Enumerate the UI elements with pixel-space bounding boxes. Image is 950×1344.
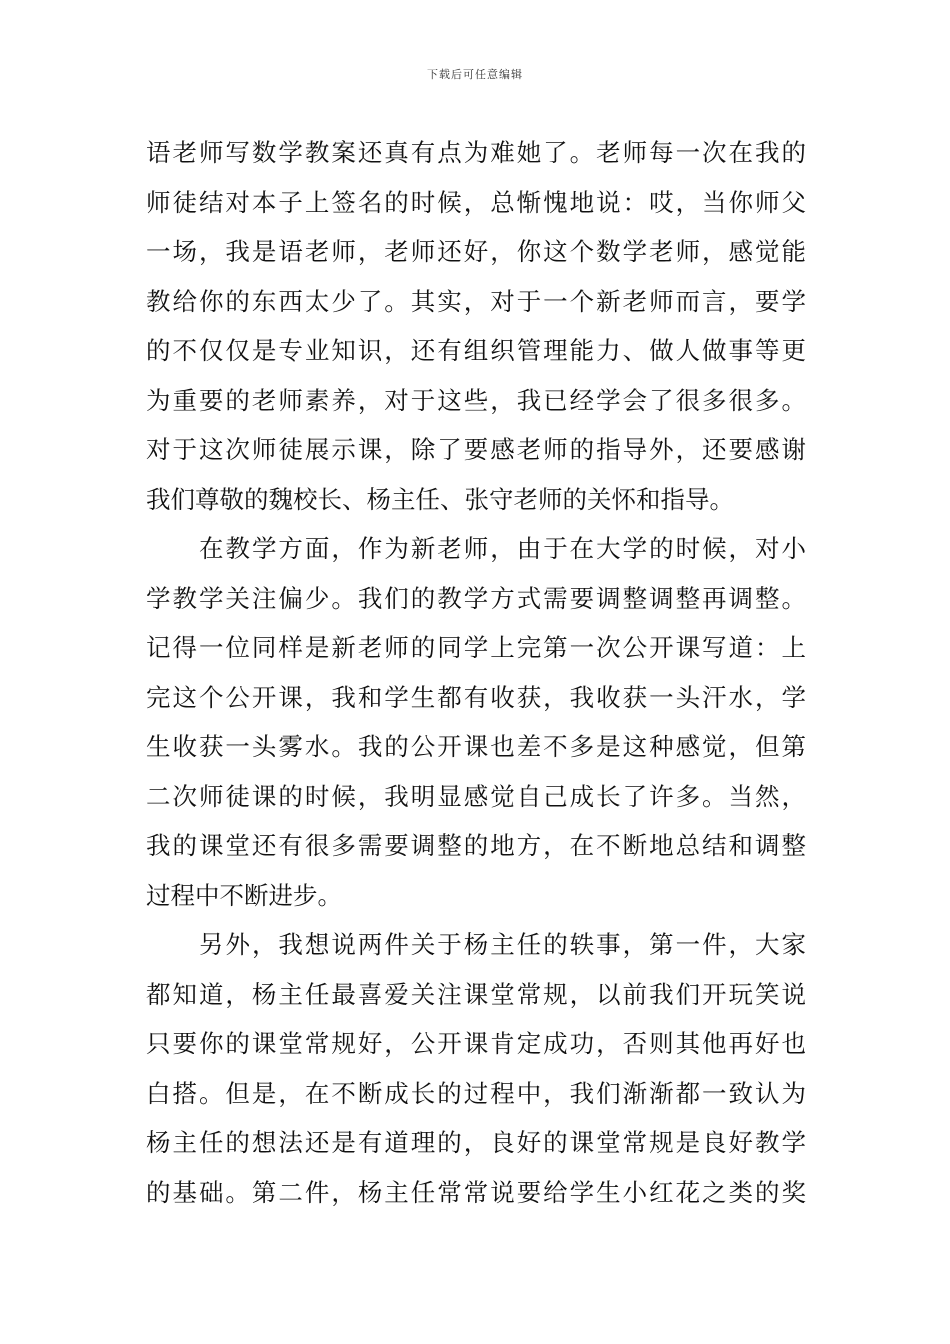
text-line: 在教学方面，作为新老师，由于在大学的时候，对小 <box>199 534 806 563</box>
text-line: 都知道，杨主任最喜爱关注课堂常规，以前我们开玩笑说 <box>146 979 806 1009</box>
text-line: 过程中不断进步。 <box>146 880 342 910</box>
text-line: 教给你的东西太少了。其实，对于一个新老师而言，要学 <box>146 286 806 316</box>
text-line: 学教学关注偏少。我们的教学方式需要调整调整再调整。 <box>146 583 806 613</box>
text-line: 记得一位同样是新老师的同学上完第一次公开课写道：上 <box>146 633 806 662</box>
page-header: 下载后可任意编辑 <box>427 68 523 81</box>
text-line: 的不仅仅是专业知识，还有组织管理能力、做人做事等更 <box>146 336 806 365</box>
text-line: 一场，我是语老师，老师还好，你这个数学老师，感觉能 <box>146 237 806 266</box>
text-line: 对于这次师徒展示课，除了要感老师的指导外，还要感谢 <box>146 435 806 464</box>
text-line: 另外，我想说两件关于杨主任的轶事，第一件，大家 <box>199 930 806 959</box>
text-line: 的基础。第二件，杨主任常常说要给学生小红花之类的奖 <box>146 1177 806 1207</box>
text-line: 我们尊敬的魏校长、杨主任、张守老师的关怀和指导。 <box>146 484 734 514</box>
text-line: 白搭。但是，在不断成长的过程中，我们渐渐都一致认为 <box>146 1078 806 1108</box>
text-line: 二次师徒课的时候，我明显感觉自己成长了许多。当然， <box>146 781 806 811</box>
text-line: 只要你的课堂常规好，公开课肯定成功，否则其他再好也 <box>146 1029 806 1058</box>
text-line: 语老师写数学教案还真有点为难她了。老师每一次在我的 <box>146 138 806 167</box>
text-line: 完这个公开课，我和学生都有收获，我收获一头汗水，学 <box>146 682 806 712</box>
body-text <box>146 128 806 1217</box>
text-line: 为重要的老师素养，对于这些，我已经学会了很多很多。 <box>146 385 806 415</box>
text-line: 生收获一头雾水。我的公开课也差不多是这种感觉，但第 <box>146 732 806 761</box>
text-line: 杨主任的想法还是有道理的，良好的课堂常规是良好教学 <box>146 1128 806 1157</box>
text-line: 师徒结对本子上签名的时候，总惭愧地说：哎，当你师父 <box>146 187 806 217</box>
text-line: 我的课堂还有很多需要调整的地方，在不断地总结和调整 <box>146 831 806 860</box>
